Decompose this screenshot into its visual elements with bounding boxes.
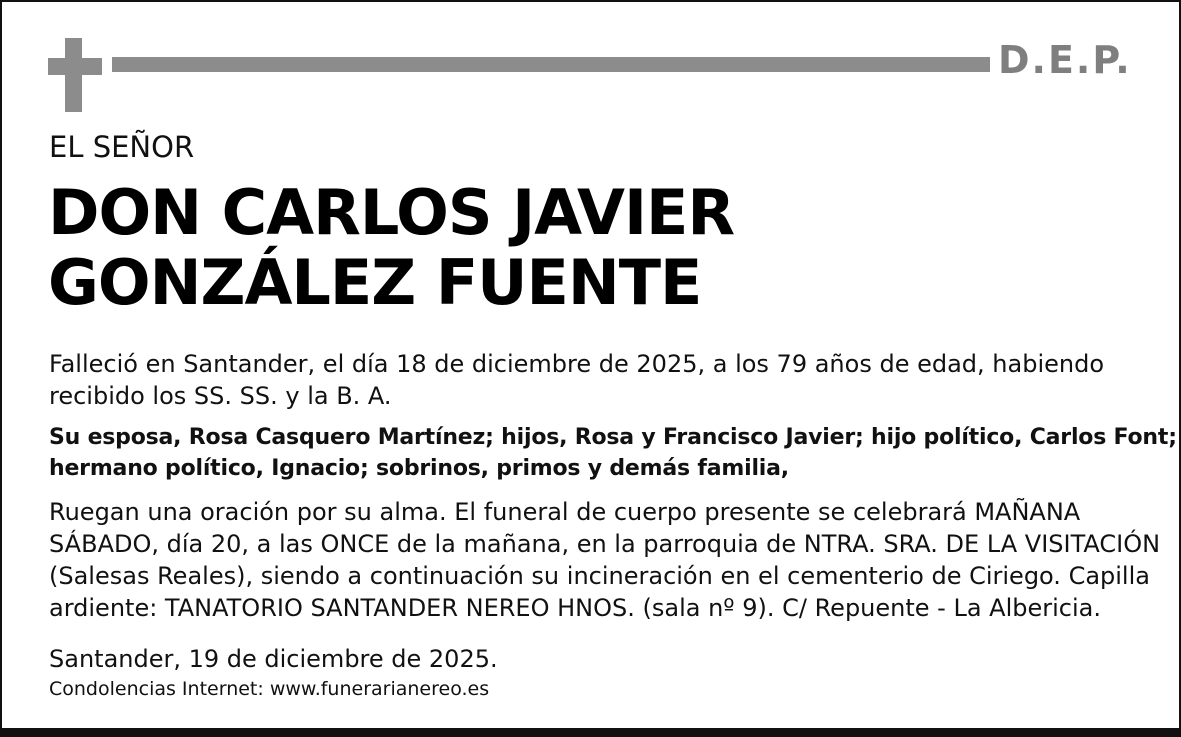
deceased-name: [48, 178, 734, 318]
name-line-2: GONZÁLEZ FUENTE: [48, 246, 702, 319]
death-info-paragraph: [49, 348, 1149, 412]
family-line: Su esposa, Rosa Casquero Martínez; hijos, Rosa y Francisco Javier; hijo político, Carlos Font;: [49, 425, 1177, 450]
cross-icon: [48, 38, 102, 112]
death-info-line: Falleció en Santander, el día 18 de diciembre de 2025, a los 79 años de edad, habiendo: [49, 350, 1105, 378]
funeral-line: ardiente: TANATORIO SANTANDER NEREO HNOS. (sala nº 9). C/ Repuente - La Albericia.: [49, 594, 1101, 622]
funeral-line: (Salesas Reales), siendo a continuación su incineración en el cementerio de Ciriego. Capilla: [49, 562, 1150, 590]
place-date: Santander, 19 de diciembre de 2025.: [49, 645, 498, 673]
name-line-1: DON CARLOS JAVIER: [48, 176, 735, 249]
funeral-line: Ruegan una oración por su alma. El funeral de cuerpo presente se celebrará MAÑANA: [49, 498, 1081, 526]
funeral-line: SÁBADO, día 20, a las ONCE de la mañana, en la parroquia de NTRA. SRA. DE LA VISITACIÓN: [49, 530, 1161, 558]
bottom-border: [2, 728, 1179, 737]
funeral-paragraph: [49, 496, 1161, 624]
condolences-link: Condolencias Internet: www.funerarianereo.es: [49, 678, 490, 700]
header-rule: [112, 57, 990, 72]
dep-label: D.E.P.: [998, 38, 1132, 82]
family-line: hermano político, Ignacio; sobrinos, primos y demás familia,: [49, 456, 789, 481]
death-info-line: recibido los SS. SS. y la B. A.: [49, 382, 392, 410]
family-paragraph: [49, 422, 1177, 484]
title-prefix: EL SEÑOR: [49, 130, 195, 164]
